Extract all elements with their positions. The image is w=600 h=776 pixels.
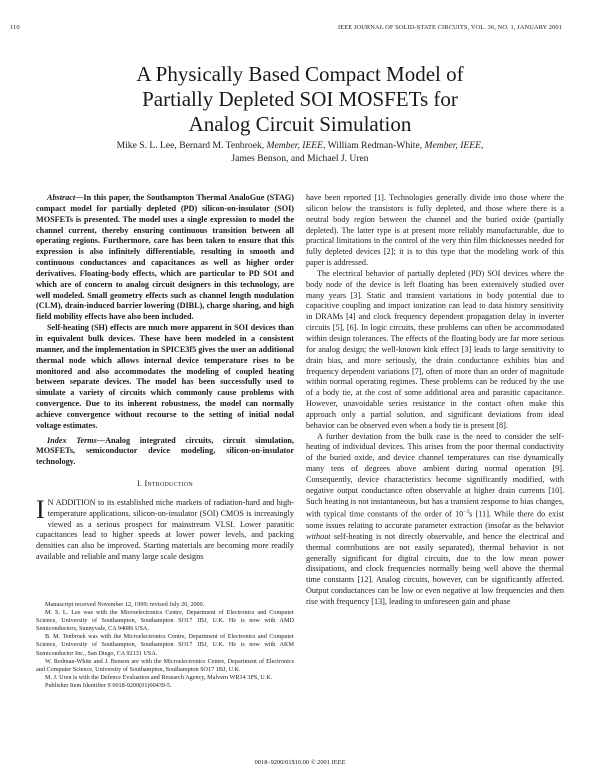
page-number: 110 xyxy=(10,24,20,31)
index-terms-text: Analog integrated circuits, circuit simulation, MOSFETs, semiconductor device modeling, silicon-on-insulator technology. xyxy=(36,435,295,467)
abstract-label: Abstract— xyxy=(47,193,84,202)
copyright-footer: 0018–9200/01$10.00 © 2001 IEEE xyxy=(254,759,346,766)
body-paragraph-2: The electrical behavior of partially depleted (PD) SOI devices where the body node of the device is left floating has been extensively studied over many years [3]. Static and transient variations in body potential due to capacitive coupling and impact ionization can lead to data history sensitivity in DRAMs [4] and clock frequency dependent propagation delay in inverter circuits [5], [6]. In logic circuits, these problems can often be accommodated within design tolerances. The effects of the floating body are far more serious for analog design; the well-known kink effect [3] leads to large sensitivity to drain bias, and more seriously, the drain conductance exhibits bias and frequency dependent variations [7], often of more than an order of magnitude within normal operating regimes. These problems can be reduced by the use of a body tie, at the cost of some additional area and parasitic capacitance. However, unavoidable series resistance in the contact often make this approach only a partial solution, and significant deviations from ideal behavior can be observed even when a body tie is present [8]. xyxy=(306,268,564,430)
section-number: I. xyxy=(137,479,145,489)
author-line-2: James Benson, and Michael J. Uren xyxy=(231,152,369,164)
section-title: Introduction xyxy=(144,479,193,489)
body-paragraph-3: A further deviation from the bulk case is the need to consider the self-heating of individual devices. This arises from the poor thermal conductivity of the buried oxide, and device channel temperatures can rise dynamically many tens of degrees above ambient during normal operation [9]. Consequently, device characteristics become significantly modified, with negative output conductance often observable at higher drain currents [10]. Such heating is not instantaneous, but has a transient response to bias changes, with typical time constants of the order of $10^{-3}s$ [11]. While there do exist some issues relating to accurate parameter extraction (insofar as the behavior without self-heating is not directly observable, and hence the electrical and thermal contributions are not easily separated), thermal behavior is not generally significant for digital circuits, due to the low mean power dissipations, and clock frequencies normally being well above the thermal time constants [12]. Analog circuits, however, can be significantly affected. Output conductances can be low or even negative at low frequencies and then rise with frequency [13], leading to unforeseen gain and phase xyxy=(306,431,564,606)
paper-title xyxy=(40,62,560,137)
author-names-b: , William Redman-White, xyxy=(323,140,425,151)
drop-cap: I xyxy=(36,494,45,524)
emphasis-text: without xyxy=(306,531,331,541)
body-paragraph-1: have been reported [1]. Technologies generally divide into those where the silicon below the transistors is fully depleted, and those where there is a neutral body region between the channel and the buried oxide (partially depleted). The latter type is at present more reliably manufacturable, due to practical limitations in the control of the very thin film thicknesses needed for fully depleted devices [2]; it is to this type that the modeling work of this paper is addressed. xyxy=(306,193,564,268)
author-separator: , xyxy=(481,140,484,151)
footnote: Publisher Item Identifier S 0018-9200(01)00439-5. xyxy=(45,681,172,689)
author-list xyxy=(40,140,560,165)
title-line: Analog Circuit Simulation xyxy=(188,112,412,136)
author-names-a: Mike S. L. Lee, Bernard M. Tenbroek, xyxy=(116,140,267,151)
right-column xyxy=(306,193,564,608)
footnote: B. M. Tenbroek was with the Microelectronics Centre, Department of Electronics and Computer Science, University of Southampton, Southampton SO17 1BJ, U.K. He is now with AKM Semiconductor Inc., San Diego, CA 92131 USA. xyxy=(36,633,294,657)
footnote: Manuscript received November 12, 1999; revised July 20, 2000. xyxy=(45,601,205,608)
title-line: A Physically Based Compact Model of xyxy=(136,62,464,86)
footnote: M. S. L. Lee was with the Microelectronics Centre, Department of Electronics and Computer Science, University of Southampton, Southampton SO17 1BJ, U.K. He is now with AMD Semiconductors, Sunnyvale, CA 94086 USA. xyxy=(36,609,294,633)
intro-paragraph xyxy=(36,494,294,563)
left-column xyxy=(36,193,294,563)
author-membership: Member, IEEE xyxy=(266,140,324,151)
title-line: Partially Depleted SOI MOSFETs for xyxy=(142,87,458,111)
body-text: A further deviation from the bulk case is the need to consider the self-heating of individual devices. This arises from the poor thermal conductivity of the buried oxide, and device channel temperatures can rise dynamically many tens of degrees above ambient during normal operation [9]. Consequently, device characteristics become significantly modified, with negative output conductance often observable at higher drain currents [10]. Such heating is not instantaneous, but has a transient response to bias changes, with typical time constants of the order of 10 xyxy=(306,431,564,520)
abstract-paragraph-2: Self-heating (SH) effects are much more apparent in SOI devices than in equivalent bulk devices. These have been modeled in a consistent manner, and the implementation in SPICE3f5 gives the user an additional thermal node which allows internal device temperature rises to be monitored and also accommodates the modeling of coupled heating between separate devices. The model has been successfully used to simulate a variety of circuits which commonly cause problems with convergence. Due to its inherent robustness, the model can normally achieve convergence without recourse to the setting of initial nodal voltage estimates. xyxy=(36,323,294,430)
index-terms xyxy=(36,436,294,469)
intro-text: to its established niche markets of radiation-hard and high-temperature applications, silicon-on-insulator (SOI) CMOS is increasingly viewed as a serious prospect for mainstream VLSI. Lower parasitic capacitances lead to higher speeds at lower power levels, and packing densities can also be improved. Starting materials are becoming more readily available and reliable and many large scale designs xyxy=(36,497,294,562)
index-terms-label: Index Terms— xyxy=(47,435,106,445)
intro-lead-in: N ADDITION xyxy=(47,497,96,507)
author-line-1 xyxy=(40,140,560,153)
footnotes xyxy=(36,601,294,690)
body-text: self-heating is not directly observable, and hence the electrical and thermal contributions are not easily separated), thermal behavior is not generally significant for digital circuits, due to the low mean power dissipations, and clock frequencies normally being well above the thermal time constants [12]. Analog circuits, however, can be significantly affected. Output conductances can be low or even negative at low frequencies and then rise with frequency [13], leading to unforeseen gain and phase xyxy=(306,531,564,606)
author-membership: Member, IEEE xyxy=(424,140,481,151)
abstract-paragraph-1 xyxy=(36,193,294,323)
abstract-text: In this paper, the Southampton Thermal AnaloGue (STAG) compact model for partially depleted (PD) silicon-on-insulator (SOI) MOSFETs is presented. The model uses a single expression to model the channel current, thereby ensuring continuous transition between all operating regions. Furthermore, care has been taken to ensure that this expression is also infinitely differentiable, resulting in smooth and continuous conductances and capacitances as well as higher order derivatives. Floating-body effects, which are particular to PD SOI and which are of concern to analog circuit designers in this technology, are well modeled. Small geometry effects such as channel length modulation (CLM), drain-induced barrier lowering (DIBL), charge sharing, and high field mobility effects have also been included. xyxy=(36,193,294,322)
footnote: W. Redman-White and J. Benson are with the Microelectronics Centre, Department of Electronics and Computer Science, University of Southampton, Southampton SO17 1BJ, U.K. xyxy=(36,657,294,673)
running-header: IEEE JOURNAL OF SOLID-STATE CIRCUITS, VOL. 36, NO. 1, JANUARY 2001 xyxy=(337,24,562,31)
footnote: M. J. Uren is with the Defence Evaluation and Research Agency, Malvern WR14 3PS, U.K. xyxy=(45,673,273,681)
section-heading-introduction xyxy=(36,479,294,490)
body-text: s [11]. While there do exist some issues relating to accurate parameter extraction (insofar as the behavior xyxy=(306,510,564,531)
